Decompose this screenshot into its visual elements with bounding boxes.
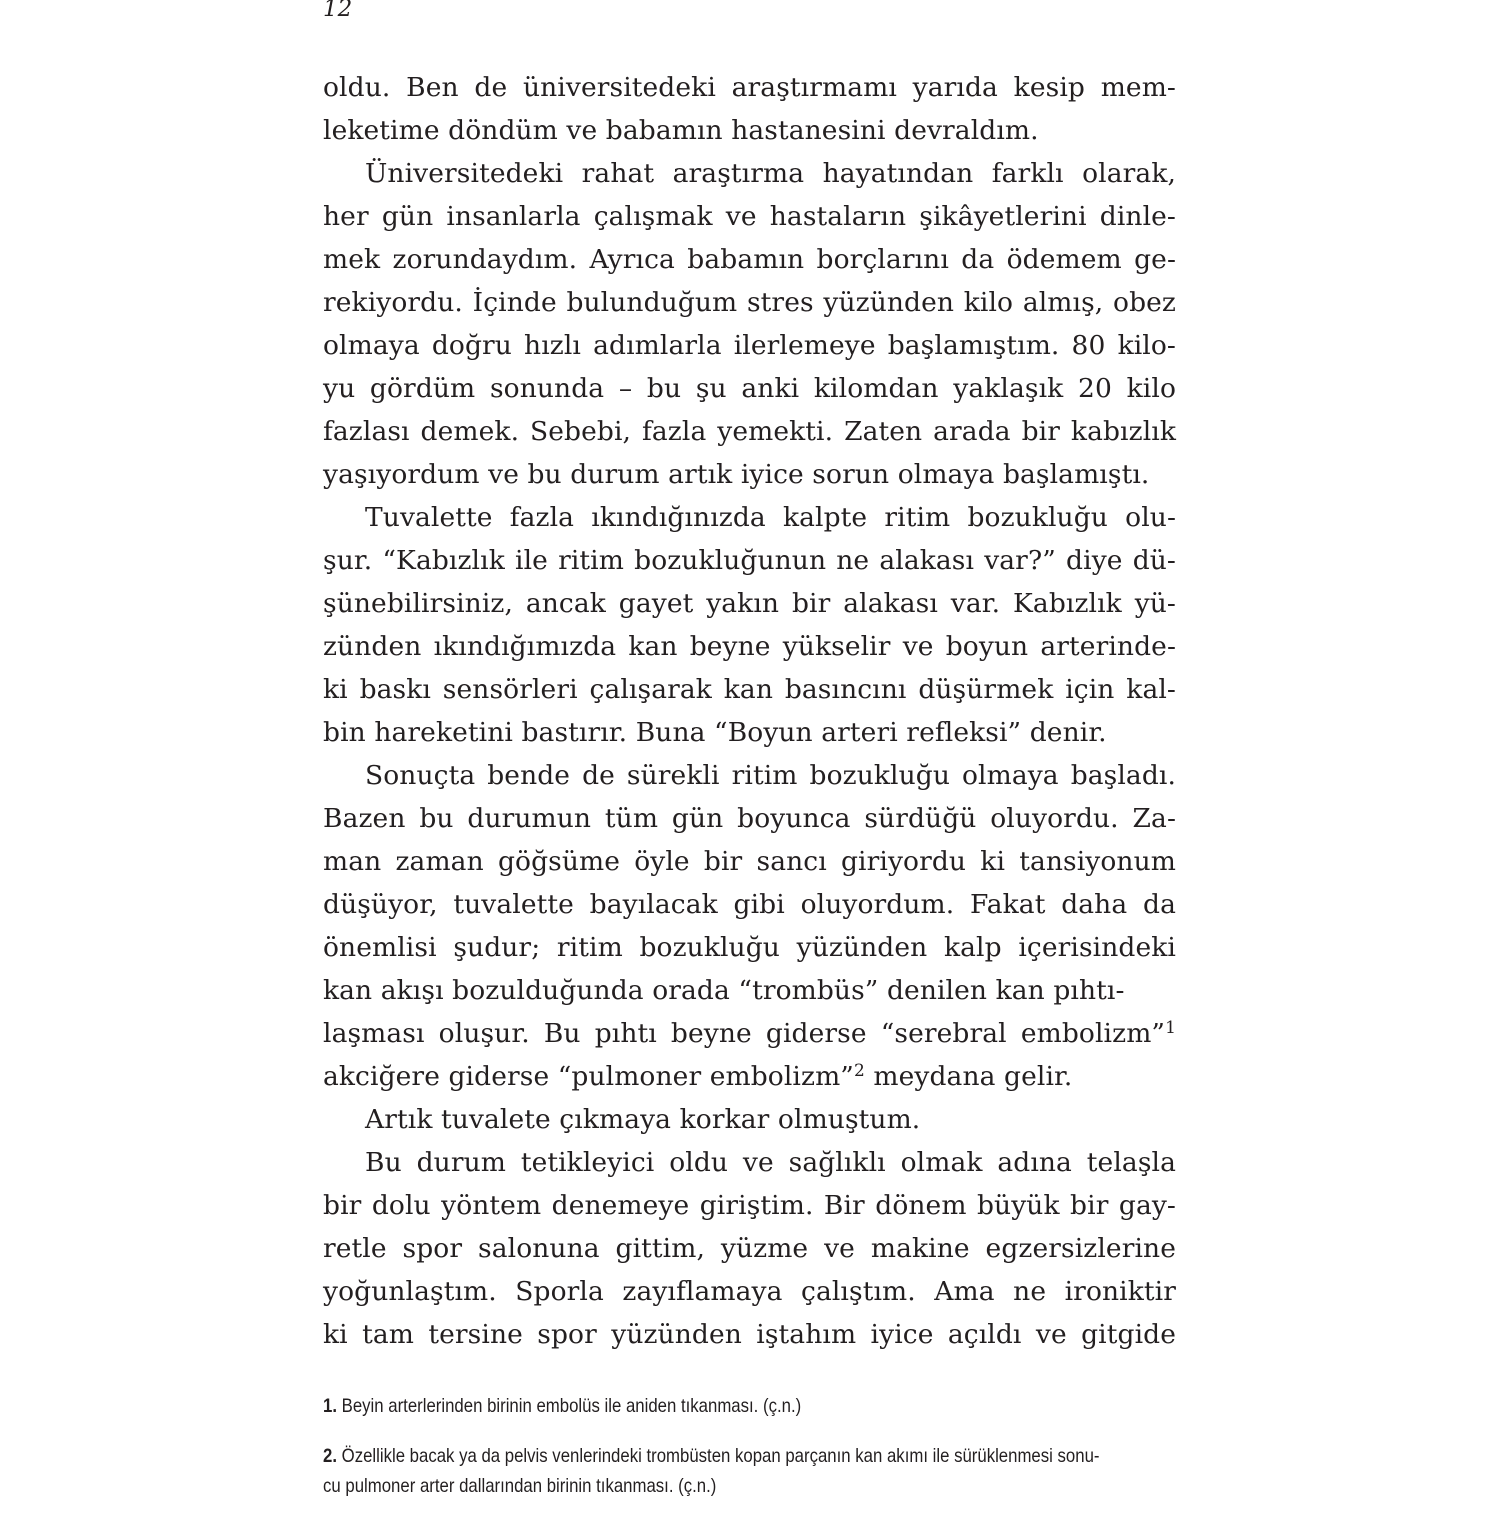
page-number: 12 bbox=[323, 0, 353, 22]
footnote-text: Beyin arterlerinden birinin embolüs ile aniden tıkanması. (ç.n.) bbox=[341, 1395, 802, 1417]
paragraph bbox=[323, 66, 1176, 152]
footnote bbox=[323, 1441, 1100, 1501]
footnote-text: Özellikle bacak ya da pelvis venlerindeki trombüsten kopan parçanın kan akımı ile sürüklenmesi sonu- bbox=[341, 1445, 1100, 1467]
text-line: yaşıyordum ve bu durum artık iyice sorun olmaya başlamıştı. bbox=[323, 459, 1150, 490]
text-line: retle spor salonuna gittim, yüzme ve makine egzersizlerine bbox=[323, 1233, 1176, 1264]
footnotes bbox=[323, 1391, 1100, 1521]
text-line-ref-2 bbox=[323, 1055, 1176, 1098]
text-line: man zaman göğsüme öyle bir sancı giriyordu ki tansiyonum bbox=[323, 846, 1176, 877]
text-line: mek zorundaydım. Ayrıca babamın borçlarını da ödemem ge- bbox=[323, 244, 1176, 275]
paragraphs-before bbox=[323, 66, 1176, 1012]
paragraph bbox=[323, 496, 1176, 754]
text-line: Tuvalette fazla ıkındığınızda kalpte ritim bozukluğu olu- bbox=[365, 502, 1176, 533]
text-line: ki tam tersine spor yüzünden iştahım iyice açıldı ve gitgide bbox=[323, 1319, 1176, 1350]
paragraph bbox=[323, 754, 1176, 1012]
text-line: olmaya doğru hızlı adımlarla ilerlemeye başlamıştım. 80 kilo- bbox=[323, 330, 1176, 361]
text-line: Bu durum tetikleyici oldu ve sağlıklı olmak adına telaşla bbox=[365, 1147, 1176, 1178]
text-line: bir dolu yöntem denemeye giriştim. Bir dönem büyük bir gay- bbox=[323, 1190, 1176, 1221]
text-line: önemlisi şudur; ritim bozukluğu yüzünden kalp içerisindeki bbox=[323, 932, 1176, 963]
text-line: rekiyordu. İçinde bulunduğum stres yüzünden kilo almış, obez bbox=[323, 287, 1176, 318]
text-line: kan akışı bozulduğunda orada “trombüs” denilen kan pıhtı- bbox=[323, 975, 1125, 1006]
text-line: zünden ıkındığımızda kan beyne yükselir ve boyun arterinde- bbox=[323, 631, 1176, 662]
text-line: oldu. Ben de üniversitedeki araştırmamı yarıda kesip mem- bbox=[323, 72, 1176, 103]
footnote-line bbox=[323, 1441, 1100, 1471]
paragraphs-after bbox=[323, 1098, 1176, 1356]
text-line-ref-1-text: laşması oluşur. Bu pıhtı beyne giderse “serebral embolizm” bbox=[323, 1018, 1166, 1049]
text-line-ref-2-after: meydana gelir. bbox=[864, 1061, 1073, 1092]
footnote-ref-2[interactable]: 2 bbox=[853, 1061, 865, 1081]
footnote bbox=[323, 1391, 1057, 1421]
text-line-ref-2-before: akciğere giderse “pulmoner embolizm” bbox=[323, 1061, 854, 1092]
paragraph bbox=[323, 1098, 1176, 1141]
footnote-number: 1. bbox=[323, 1395, 337, 1417]
text-line: leketime döndüm ve babamın hastanesini devraldım. bbox=[323, 115, 1039, 146]
text-line: Üniversitedeki rahat araştırma hayatından farklı olarak, bbox=[365, 158, 1176, 189]
footnote-text: cu pulmoner arter dallarından birinin tıkanması. (ç.n.) bbox=[323, 1475, 717, 1497]
footnote-number: 2. bbox=[323, 1445, 337, 1467]
text-line: şur. “Kabızlık ile ritim bozukluğunun ne alakası var?” diye dü- bbox=[323, 545, 1176, 576]
footnote-line bbox=[323, 1471, 1057, 1501]
footnote-ref-1[interactable]: 1 bbox=[1165, 1018, 1176, 1038]
text-line-ref-1 bbox=[323, 1012, 1176, 1055]
paragraph bbox=[323, 1141, 1176, 1356]
text-line: her gün insanlarla çalışmak ve hastaların şikâyetlerini dinle- bbox=[323, 201, 1176, 232]
text-line: yu gördüm sonunda – bu şu anki kilomdan yaklaşık 20 kilo bbox=[323, 373, 1176, 404]
text-line: yoğunlaştım. Sporla zayıflamaya çalıştım. Ama ne ironiktir bbox=[323, 1276, 1176, 1307]
footnote-line bbox=[323, 1391, 1057, 1421]
text-line: fazlası demek. Sebebi, fazla yemekti. Zaten arada bir kabızlık bbox=[323, 416, 1176, 447]
text-line: düşüyor, tuvalette bayılacak gibi oluyordum. Fakat daha da bbox=[323, 889, 1176, 920]
text-line: bin hareketini bastırır. Buna “Boyun arteri refleksi” denir. bbox=[323, 717, 1107, 748]
text-line: ki baskı sensörleri çalışarak kan basıncını düşürmek için kal- bbox=[323, 674, 1176, 705]
text-line: şünebilirsiniz, ancak gayet yakın bir alakası var. Kabızlık yü- bbox=[323, 588, 1176, 619]
body-text bbox=[323, 66, 1176, 1356]
text-line: Bazen bu durumun tüm gün boyunca sürdüğü oluyordu. Za- bbox=[323, 803, 1176, 834]
text-line: Sonuçta bende de sürekli ritim bozukluğu olmaya başladı. bbox=[365, 760, 1176, 791]
text-line: Artık tuvalete çıkmaya korkar olmuştum. bbox=[365, 1104, 921, 1135]
paragraph bbox=[323, 152, 1176, 496]
